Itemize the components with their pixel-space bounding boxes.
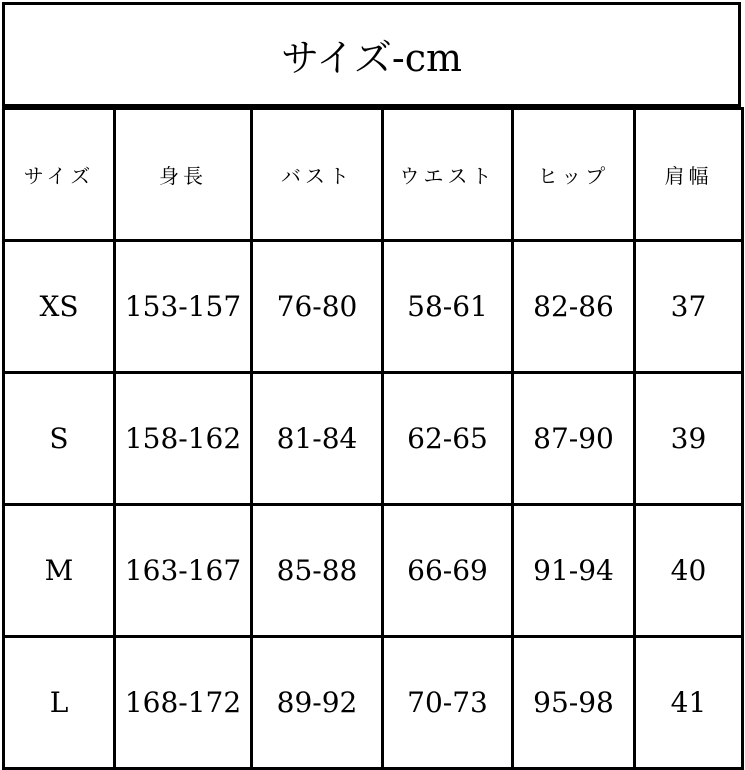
cell-height: 163-167	[115, 505, 252, 637]
header-height: 身長	[115, 109, 252, 241]
cell-bust: 89-92	[252, 637, 383, 769]
cell-hip: 82-86	[513, 241, 635, 373]
cell-waist: 62-65	[383, 373, 513, 505]
cell-shoulder: 39	[635, 373, 743, 505]
cell-size: S	[4, 373, 115, 505]
table-row	[4, 241, 743, 373]
cell-bust: 81-84	[252, 373, 383, 505]
table-row	[4, 373, 743, 505]
header-waist: ウエスト	[383, 109, 513, 241]
table-row	[4, 505, 743, 637]
cell-waist: 66-69	[383, 505, 513, 637]
cell-shoulder: 40	[635, 505, 743, 637]
cell-size: L	[4, 637, 115, 769]
header-size: サイズ	[4, 109, 115, 241]
header-shoulder: 肩幅	[635, 109, 743, 241]
cell-height: 168-172	[115, 637, 252, 769]
cell-size: XS	[4, 241, 115, 373]
header-row	[4, 109, 743, 241]
chart-title: サイズ-cm	[2, 2, 741, 107]
cell-shoulder: 37	[635, 241, 743, 373]
cell-waist: 70-73	[383, 637, 513, 769]
cell-hip: 91-94	[513, 505, 635, 637]
cell-bust: 85-88	[252, 505, 383, 637]
cell-shoulder: 41	[635, 637, 743, 769]
cell-bust: 76-80	[252, 241, 383, 373]
header-bust: バスト	[252, 109, 383, 241]
table-row	[4, 637, 743, 769]
cell-waist: 58-61	[383, 241, 513, 373]
header-hip: ヒップ	[513, 109, 635, 241]
cell-height: 158-162	[115, 373, 252, 505]
cell-hip: 87-90	[513, 373, 635, 505]
cell-hip: 95-98	[513, 637, 635, 769]
cell-height: 153-157	[115, 241, 252, 373]
size-table	[2, 107, 744, 770]
cell-size: M	[4, 505, 115, 637]
